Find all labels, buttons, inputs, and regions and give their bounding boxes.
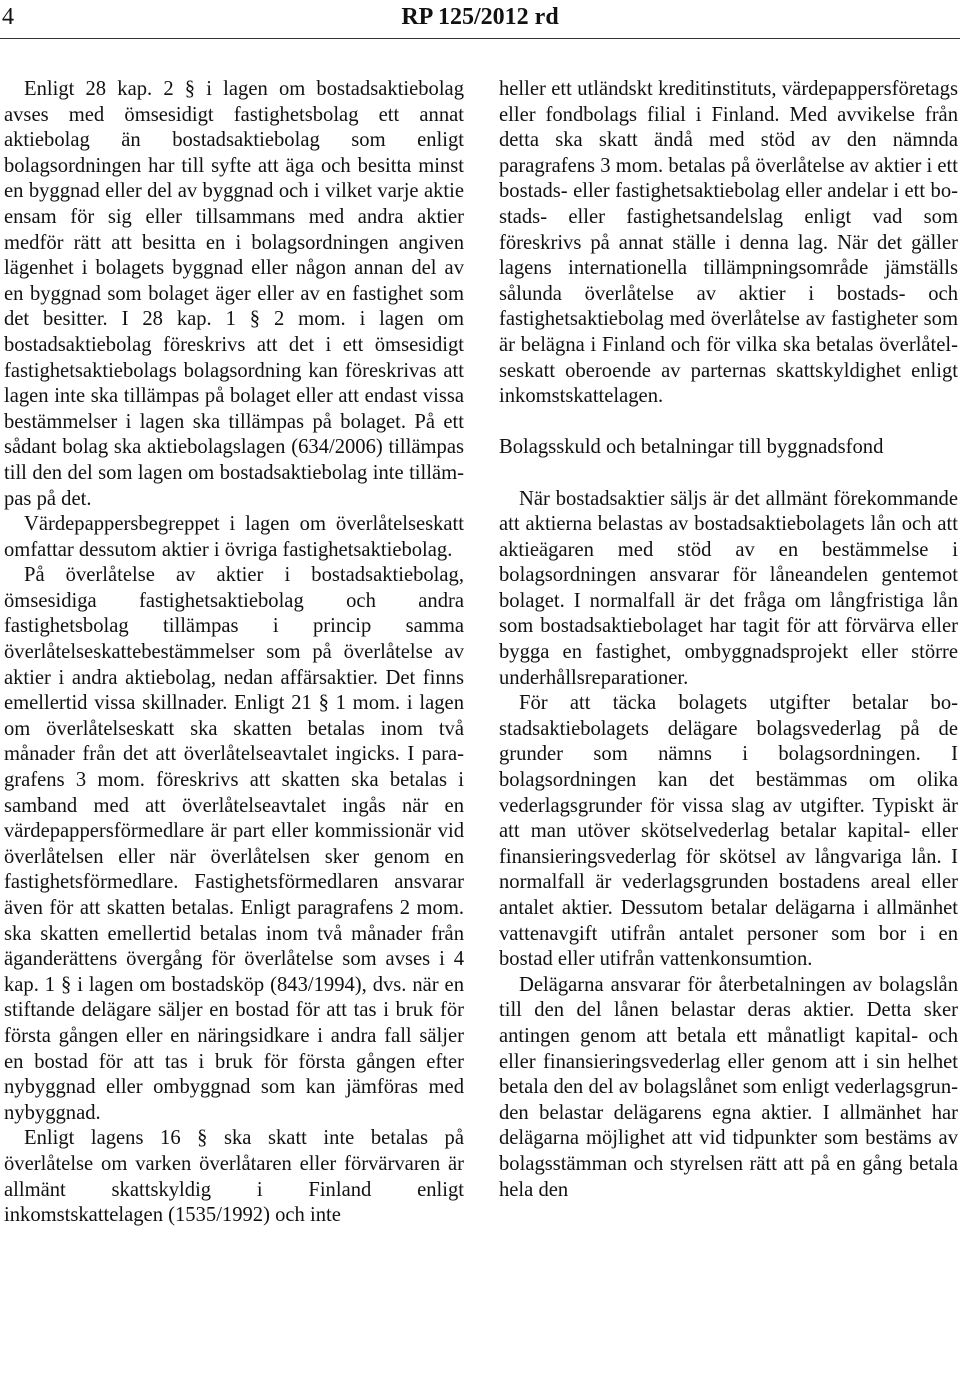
- spacer: [499, 461, 958, 487]
- right-paragraph-1: heller ett utländskt kreditinstituts, värdepappersföretags eller fondbolags filial i Finland. Med avvikelse från detta ska skatt ändå med stöd av den nämnda paragrafens 3 mom. betalas på överlåtelse av aktier i ett bostads- eller fastighetsaktiebolag eller andelar i ett bostads- eller fastighetsandelslag enligt vad som föreskrivs på annat ställe i denna lag. När det gäller lagens internationella tillämpningsområde jämställs sålunda överlåtelse av aktier i bostads- och fastighetsaktiebolag med överlåtelse av fastigheter som är belägna i Finland och för vilka ska betalas överlåtelseskatt oberoende av parternas skattskyldighet enligt inkomstskattelagen.: [499, 78, 958, 408]
- left-paragraph-1: Enligt 28 kap. 2 § i lagen om bostadsaktiebolag avses med ömsesidigt fastighetsbolag ett annat aktiebolag än bostadsaktiebolag som enligt bolagsordningen har till syfte att äga och besitta minst en byggnad eller del av byggnad och i vilket varje aktie ensam för sig eller tillsammans med andra aktier medför rätt att besitta en i bolagsordningen angiven lägenhet i bolagets byggnad eller någon annan del av en byggnad som bolaget äger eller av en fastighet som det besitter. I 28 kap. 1 § 2 mom. i lagen om bostadsaktiebolag föreskrivs att det i ett ömsesidigt fastighetsaktiebolags bolagsordning kan föreskrivas att lagen inte ska tillämpas på bolaget eller att endast vissa bestämmelser i lagen ska tillämpas på bolaget. På ett sådant bolag ska aktiebolagslagen (634/2006) tillämpas till den del som lagen om bostadsaktiebolag inte tillämpas på det.: [4, 78, 464, 510]
- right-paragraph-4: Delägarna ansvarar för återbetalningen av bolagslån till den del lånen belastar deras aktier. Detta sker antingen genom att betala ett månatligt kapital- och eller finansieringsvederlag eller genom att i sin helhet betala den del av bolagslånet som enligt vederlagsgrunden belastar delägarens egna aktier. I allmänhet har delägarna möjlighet att vid tidpunkter som bestäms av bolagsstämman och styrelsen rätt att på en gång betala hela den: [499, 973, 958, 1201]
- spacer: [499, 410, 958, 436]
- left-column: [4, 77, 464, 1229]
- right-paragraph-3: För att täcka bolagets utgifter betalar bostadsaktiebolagets delägare bolagsvederlag på de grunder som nämns i bolagsordningen. I bolagsordningen kan det bestämmas om olika vederlagsgrunder för vissa slag av utgifter. Typiskt är att man utöver skötselvederlag betalar kapital- eller finansieringsvederlag för skötsel av långvariga lån. I normalfall är vederlagsgrunden bostadens areal eller antalet aktier. Dessutom betalar delägarna i allmänhet vattenavgift utifrån antalet personer som bor i en bostad eller utifrån vattenkonsumtion.: [499, 692, 958, 971]
- left-paragraph-3: På överlåtelse av aktier i bostadsaktiebolag, ömsesidiga fastighetsaktiebolag och andra fastighetsbolag tillämpas i princip samma överlåtelseskattebestämmelser som på överlåtelse av aktier i andra aktiebolag, nedan affärsaktier. Det finns emellertid vissa skillnader. Enligt 21 § 1 mom. i lagen om överlåtelseskatt ska skatten betalas inom två månader från det att överlåtelseavtalet ingicks. I paragrafens 3 mom. föreskrivs att skatten ska betalas i samband med att överlåtelseavtalet ingås när en värdepappersförmedlare är part eller kommissionär vid överlåtelsen eller när överlåtelsen sker genom en fastighetsförmedlare. Fastighetsförmedlaren ansvarar även för att skatten betalas. Enligt paragrafens 2 mom. ska skatten emellertid betalas inom två månader från äganderättens övergång för överlåtelse som avses i 4 kap. 1 § i lagen om bostadsköp (843/1994), dvs. när en stiftande delägare säljer en bostad för att tas i bruk för första gången eller en näringsidkare i andra fall säljer en bostad för att tas i bruk för första gången efter nybyggnad eller ombyggnad som kan jämföras med nybyggnad.: [4, 564, 464, 1124]
- page-number: 4: [2, 4, 14, 30]
- page-header: [0, 0, 960, 40]
- document-id: RP 125/2012 rd: [401, 4, 559, 30]
- header-rule: [0, 38, 960, 39]
- section-heading: Bolagsskuld och betalningar till byggnadsfond: [499, 436, 884, 459]
- right-column: [499, 77, 958, 1203]
- left-paragraph-2: Värdepappersbegreppet i lagen om överlåtelseskatt omfattar dessutom aktier i övriga fastighetsaktiebolag.: [4, 513, 464, 561]
- right-paragraph-2: När bostadsaktier säljs är det allmänt förekommande att aktierna belastas av bostadsaktiebolagets lån och att aktieägaren med stöd av en bestämmelse i bolagsordningen ansvarar för låneandelen gentemot bolaget. I normalfall är det fråga om långfristiga lån som bostadsaktiebolaget har tagit för att förvärva eller bygga en fastighet, ombyggnadsprojekt eller större underhållsreparationer.: [499, 487, 958, 689]
- left-paragraph-4: Enligt lagens 16 § ska skatt inte betalas på överlåtelse om varken överlåtaren eller förvärvaren är allmänt skattskyldig i Finland enligt inkomstskattelagen (1535/1992) och inte: [4, 1127, 464, 1227]
